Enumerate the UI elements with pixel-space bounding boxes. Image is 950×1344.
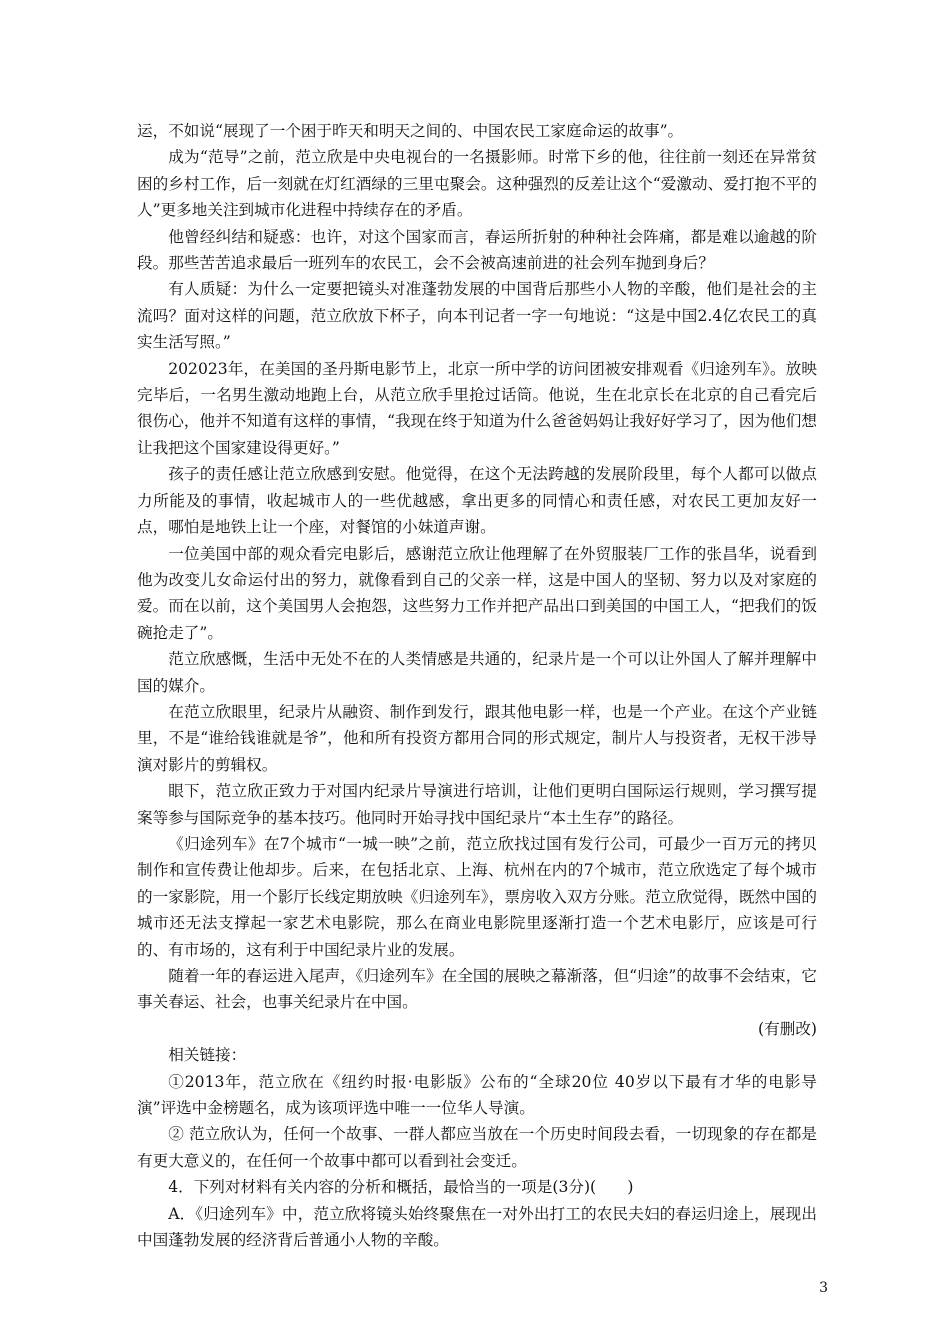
paragraph: 成为“范导”之前，范立欣是中央电视台的一名摄影师。时常下乡的他，往往前一刻还在异常贫困的乡村工作，后一刻就在灯红酒绿的三里屯聚会。这种强烈的反差让这个“爱激动、爱打抱不平的人”更多地关注到城市化进程中持续存在的矛盾。 <box>137 148 817 220</box>
page-number: 3 <box>819 1280 828 1296</box>
paragraph-continuation: 运，不如说“展现了一个困于昨天和明天之间的、中国农民工家庭命运的故事”。 <box>137 122 684 140</box>
question-stem: 4．下列对材料有关内容的分析和概括，最恰当的一项是(3分)( ) <box>168 1178 634 1197</box>
paragraph: 孩子的责任感让范立欣感到安慰。他觉得，在这个无法跨越的发展阶段里，每个人都可以做点力所能及的事情，收起城市人的一些优越感，拿出更多的同情心和责任感，对农民工更加友好一点，哪怕是地铁上让一个座，对餐馆的小妹道声谢。 <box>137 465 817 537</box>
related-links-heading: 相关链接： <box>168 1046 247 1065</box>
paragraph: 202023年，在美国的圣丹斯电影节上，北京一所中学的访问团被安排观看《归途列车》。放映完毕后，一名男生激动地跑上台，从范立欣手里抢过话筒。他说，生在北京长在北京的自己看完后很伤心，他并不知道有这样的事情，“我现在终于知道为什么爸爸妈妈让我好好学习了，因为他们想让我把这个国家建设得更好。” <box>137 359 817 457</box>
paragraph: 他曾经纠结和疑惑：也许，对这个国家而言，春运所折射的种种社会阵痛，都是难以逾越的阶段。那些苦苦追求最后一班列车的农民工，会不会被高速前进的社会列车抛到身后？ <box>137 227 817 273</box>
paragraph: 有人质疑：为什么一定要把镜头对准蓬勃发展的中国背后那些小人物的辛酸，他们是社会的主流吗？面对这样的问题，范立欣放下杯子，向本刊记者一字一句地说：“这是中国2.4亿农民工的真实生活写照。” <box>137 280 817 352</box>
paragraph: 在范立欣眼里，纪录片从融资、制作到发行，跟其他电影一样，也是一个产业。在这个产业链里，不是“谁给钱谁就是爷”，他和所有投资方都用合同的形式规定，制片人与投资者，无权干涉导演对影片的剪辑权。 <box>137 702 817 774</box>
paragraph: 《归途列车》在7个城市“一城一映”之前，范立欣找过国有发行公司，可最少一百万元的拷贝制作和宣传费让他却步。后来，在包括北京、上海、杭州在内的7个城市，范立欣选定了每个城市的一家影院，用一个影厅长线定期放映《归途列车》，票房收入双方分账。范立欣觉得，既然中国的城市还无法支撑起一家艺术电影院，那么在商业电影院里逐渐打造一个艺术电影厅，应该是可行的、有市场的，这有利于中国纪录片业的发展。 <box>137 834 817 959</box>
answer-option-a: A．《归途列车》中，范立欣将镜头始终聚焦在一对外出打工的农民夫妇的春运归途上，展现出中国蓬勃发展的经济背后普通小人物的辛酸。 <box>137 1204 817 1250</box>
paragraph: 范立欣感慨，生活中无处不在的人类情感是共通的，纪录片是一个可以让外国人了解并理解中国的媒介。 <box>137 650 817 695</box>
related-link-item: ② 范立欣认为，任何一个故事、一群人都应当放在一个历史时间段去看，一切现象的存在都是有更大意义的，在任何一个故事中都可以看到社会变迁。 <box>137 1125 817 1170</box>
paragraph: 随着一年的春运进入尾声，《归途列车》在全国的展映之幕渐落，但“归途”的故事不会结束，它事关春运、社会，也事关纪录片在中国。 <box>137 967 817 1012</box>
article-body <box>137 118 817 1253</box>
edit-note: (有删改) <box>758 1019 817 1038</box>
paragraph: 一位美国中部的观众看完电影后，感谢范立欣让他理解了在外贸服装厂工作的张昌华，说看到他为改变儿女命运付出的努力，就像看到自己的父亲一样，这是中国人的坚韧、努力以及对家庭的爱。而在以前，这个美国男人会抱怨，这些努力工作并把产品出口到美国的中国工人，“把我们的饭碗抢走了”。 <box>137 544 817 642</box>
related-link-item: ①2013年，范立欣在《纽约时报·电影版》公布的“全球20位 40岁以下最有才华的电影导演”评选中金榜题名，成为该项评选中唯一一位华人导演。 <box>137 1072 817 1118</box>
paragraph: 眼下，范立欣正致力于对国内纪录片导演进行培训，让他们更明白国际运行规则，学习撰写提案等参与国际竞争的基本技巧。他同时开始寻找中国纪录片“本土生存”的路径。 <box>137 782 817 827</box>
